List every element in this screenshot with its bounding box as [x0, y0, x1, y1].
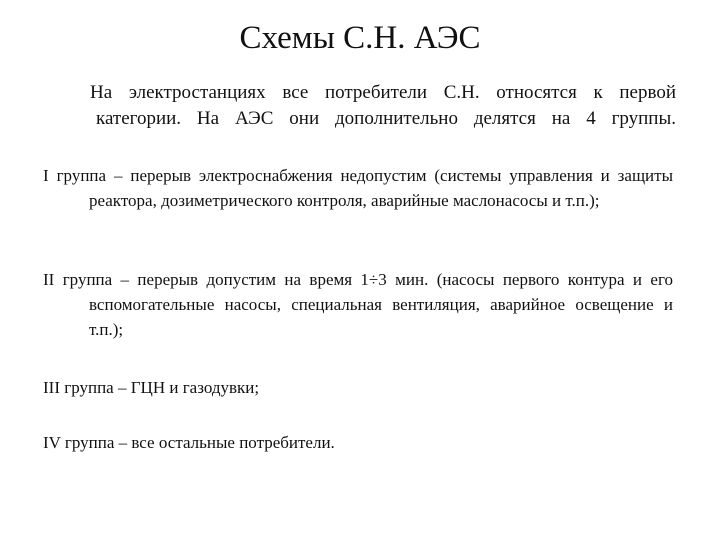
- slide-title: Схемы С.Н. АЭС: [239, 20, 481, 56]
- group-1-paragraph: I группа – перерыв электроснабжения недопустим (системы управления и защиты реактора, дозиметрического контроля, аварийные маслонасосы и т.п.);: [43, 166, 673, 210]
- group-3-paragraph: III группа – ГЦН и газодувки;: [43, 378, 260, 397]
- intro-line-2: категории. На АЭС они дополнительно делятся на 4 группы.: [96, 108, 676, 129]
- group-4-paragraph: IV группа – все остальные потребители.: [43, 433, 335, 452]
- intro-paragraph: [90, 80, 676, 132]
- intro-line-1: На электростанциях все потребители С.Н. относятся к первой: [90, 82, 676, 103]
- group-2-paragraph: II группа – перерыв допустим на время 1÷3 мин. (насосы первого контура и его вспомогательные насосы, специальная вентиляция, аварийное освещение и т.п.);: [43, 270, 673, 339]
